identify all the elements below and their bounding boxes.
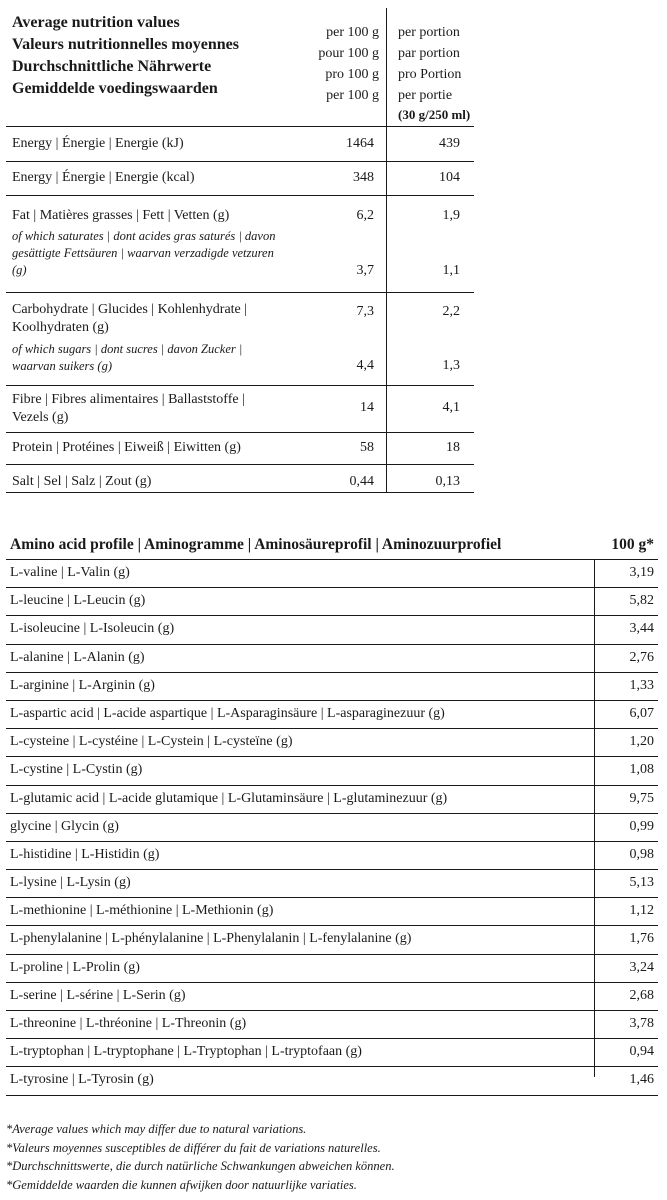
row-subvalue-portion: 1,3 [442, 358, 460, 373]
col-portion-de: pro Portion [398, 67, 462, 82]
amino-label: L-arginine | L-Arginin (g) [10, 677, 155, 693]
row-value-100g: 14 [360, 400, 374, 415]
col-100g-en: per 100 g [326, 25, 379, 40]
amino-label: L-histidine | L-Histidin (g) [10, 846, 160, 862]
amino-value: 2,76 [629, 649, 654, 665]
amino-label: L-cystine | L-Cystin (g) [10, 762, 143, 778]
row-subvalue-portion: 1,1 [442, 263, 460, 278]
row-subvalue-100g: 4,4 [356, 358, 374, 373]
amino-value: 1,76 [629, 931, 654, 947]
row-value-portion: 4,1 [442, 400, 460, 415]
amino-row [6, 1039, 658, 1067]
amino-value: 5,82 [629, 593, 654, 609]
col-portion-en: per portion [398, 25, 460, 40]
title-nl: Gemiddelde voedingswaarden [12, 80, 218, 97]
nutrition-row-salt [6, 464, 474, 499]
col-portion-nl: per portie [398, 88, 453, 103]
amino-value: 0,99 [629, 818, 654, 834]
amino-value: 0,94 [629, 1044, 654, 1060]
row-value-portion: 439 [439, 136, 460, 151]
title-fr: Valeurs nutritionnelles moyennes [12, 36, 239, 53]
amino-header-label: Amino acid profile | Aminogramme | Aminosäureprofil | Aminozuurprofiel [10, 536, 502, 553]
amino-value: 5,13 [629, 875, 654, 891]
row-value-portion: 0,13 [435, 474, 460, 489]
amino-value: 6,07 [629, 705, 654, 721]
amino-row [6, 983, 658, 1011]
nutrition-row-energy-kj [6, 126, 474, 161]
row-value-portion: 2,2 [442, 304, 460, 319]
col-100g-fr: pour 100 g [318, 46, 379, 61]
amino-value: 1,46 [629, 1072, 654, 1088]
amino-value: 2,68 [629, 987, 654, 1003]
row-subvalue-100g: 3,7 [356, 263, 374, 278]
row-label: Fat | Matières grasses | Fett | Vetten (g) [12, 208, 230, 223]
amino-label: L-valine | L-Valin (g) [10, 565, 130, 580]
table-bottom-rule [6, 492, 474, 493]
amino-row [6, 786, 658, 814]
amino-row [6, 1011, 658, 1039]
row-value-100g: 58 [360, 440, 374, 455]
column-header-100g [295, 22, 379, 106]
amino-label: L-phenylalanine | L-phénylalanine | L-Phenylalanin | L-fenylalanine (g) [10, 931, 412, 947]
footnote-nl: *Gemiddelde waarden die kunnen afwijken door natuurlijke variaties. [6, 1177, 357, 1192]
nutrition-row-energy-kcal [6, 161, 474, 195]
title-en: Average nutrition values [12, 14, 180, 31]
row-sublabel: of which saturates | dont acides gras saturés | davon gesättigte Fettsäuren | waarvan verzadigde vetzuren (g) [12, 229, 276, 277]
amino-value: 9,75 [629, 790, 654, 806]
amino-row [6, 560, 658, 588]
row-value-100g: 348 [353, 170, 374, 185]
amino-row [6, 729, 658, 757]
col-100g-nl: per 100 g [326, 88, 379, 103]
footnotes [6, 1120, 646, 1194]
amino-row [6, 757, 658, 785]
amino-row [6, 673, 658, 701]
nutrition-header [6, 8, 474, 126]
amino-label: L-threonine | L-thréonine | L-Threonin (g) [10, 1016, 247, 1031]
footnote-fr: *Valeurs moyennes susceptibles de différer du fait de variations naturelles. [6, 1140, 381, 1155]
amino-row [6, 842, 658, 870]
row-value-100g: 1464 [346, 136, 374, 151]
row-label: Energy | Énergie | Energie (kJ) [12, 136, 184, 151]
column-header-portion [398, 22, 480, 124]
row-label: Salt | Sel | Salz | Zout (g) [12, 474, 152, 489]
amino-value: 3,78 [629, 1016, 654, 1031]
col-portion-fr: par portion [398, 46, 460, 61]
amino-label: L-alanine | L-Alanin (g) [10, 649, 145, 665]
row-label: Protein | Protéines | Eiweiß | Eiwitten (g) [12, 440, 241, 455]
nutrition-table [6, 8, 474, 499]
amino-row [6, 926, 658, 954]
nutrition-row-fat [6, 195, 474, 292]
nutrition-titles [12, 12, 292, 100]
footnote-en: *Average values which may differ due to natural variations. [6, 1122, 307, 1136]
amino-label: L-methionine | L-méthionine | L-Methionin (g) [10, 903, 274, 919]
amino-value: 0,98 [629, 846, 654, 862]
amino-label: glycine | Glycin (g) [10, 818, 119, 834]
row-label: Fibre | Fibres alimentaires | Ballaststoffe | Vezels (g) [12, 392, 245, 425]
amino-acid-table [6, 532, 658, 1096]
amino-label: L-leucine | L-Leucin (g) [10, 593, 146, 609]
amino-label: L-proline | L-Prolin (g) [10, 959, 140, 975]
amino-label: L-aspartic acid | L-acide aspartique | L-Asparaginsäure | L-asparaginezuur (g) [10, 705, 445, 721]
amino-row [6, 588, 658, 616]
amino-value: 3,19 [629, 565, 654, 580]
amino-header [6, 532, 658, 560]
amino-value: 1,20 [629, 734, 654, 750]
amino-row [6, 701, 658, 729]
amino-value: 1,33 [629, 677, 654, 693]
row-sublabel: of which sugars | dont sucres | davon Zucker | waarvan suikers (g) [12, 342, 243, 373]
amino-value: 3,44 [629, 621, 654, 637]
col-100g-de: pro 100 g [325, 67, 379, 82]
amino-label: L-cysteine | L-cystéine | L-Cystein | L-cysteïne (g) [10, 734, 293, 750]
row-value-100g: 0,44 [349, 474, 374, 489]
portion-size: (30 g/250 ml) [398, 107, 471, 122]
amino-row [6, 955, 658, 983]
row-value-portion: 18 [446, 440, 460, 455]
amino-value: 1,12 [629, 903, 654, 919]
row-label: Carbohydrate | Glucides | Kohlenhydrate | Koolhydraten (g) [12, 302, 248, 335]
title-de: Durchschnittliche Nährwerte [12, 58, 212, 75]
nutrition-row-fibre [6, 385, 474, 432]
amino-label: L-lysine | L-Lysin (g) [10, 875, 131, 891]
amino-row [6, 870, 658, 898]
amino-row [6, 898, 658, 926]
amino-header-unit: 100 g* [611, 536, 654, 553]
amino-row [6, 1067, 658, 1095]
amino-label: L-isoleucine | L-Isoleucin (g) [10, 621, 175, 637]
amino-row [6, 814, 658, 842]
row-value-100g: 7,3 [356, 304, 374, 319]
amino-value: 3,24 [629, 959, 654, 975]
nutrition-row-carbohydrate [6, 292, 474, 385]
row-value-100g: 6,2 [356, 208, 374, 223]
footnote-de: *Durchschnittswerte, die durch natürliche Schwankungen abweichen können. [6, 1159, 395, 1173]
amino-row [6, 616, 658, 644]
amino-label: L-tyrosine | L-Tyrosin (g) [10, 1072, 154, 1088]
nutrition-row-protein [6, 432, 474, 464]
amino-label: L-glutamic acid | L-acide glutamique | L-Glutaminsäure | L-glutaminezuur (g) [10, 790, 448, 806]
amino-row [6, 645, 658, 673]
amino-label: L-serine | L-sérine | L-Serin (g) [10, 987, 186, 1003]
row-value-portion: 1,9 [442, 208, 460, 223]
amino-label: L-tryptophan | L-tryptophane | L-Tryptophan | L-tryptofaan (g) [10, 1044, 362, 1060]
amino-value: 1,08 [629, 762, 654, 778]
row-label: Energy | Énergie | Energie (kcal) [12, 170, 195, 185]
row-value-portion: 104 [439, 170, 460, 185]
